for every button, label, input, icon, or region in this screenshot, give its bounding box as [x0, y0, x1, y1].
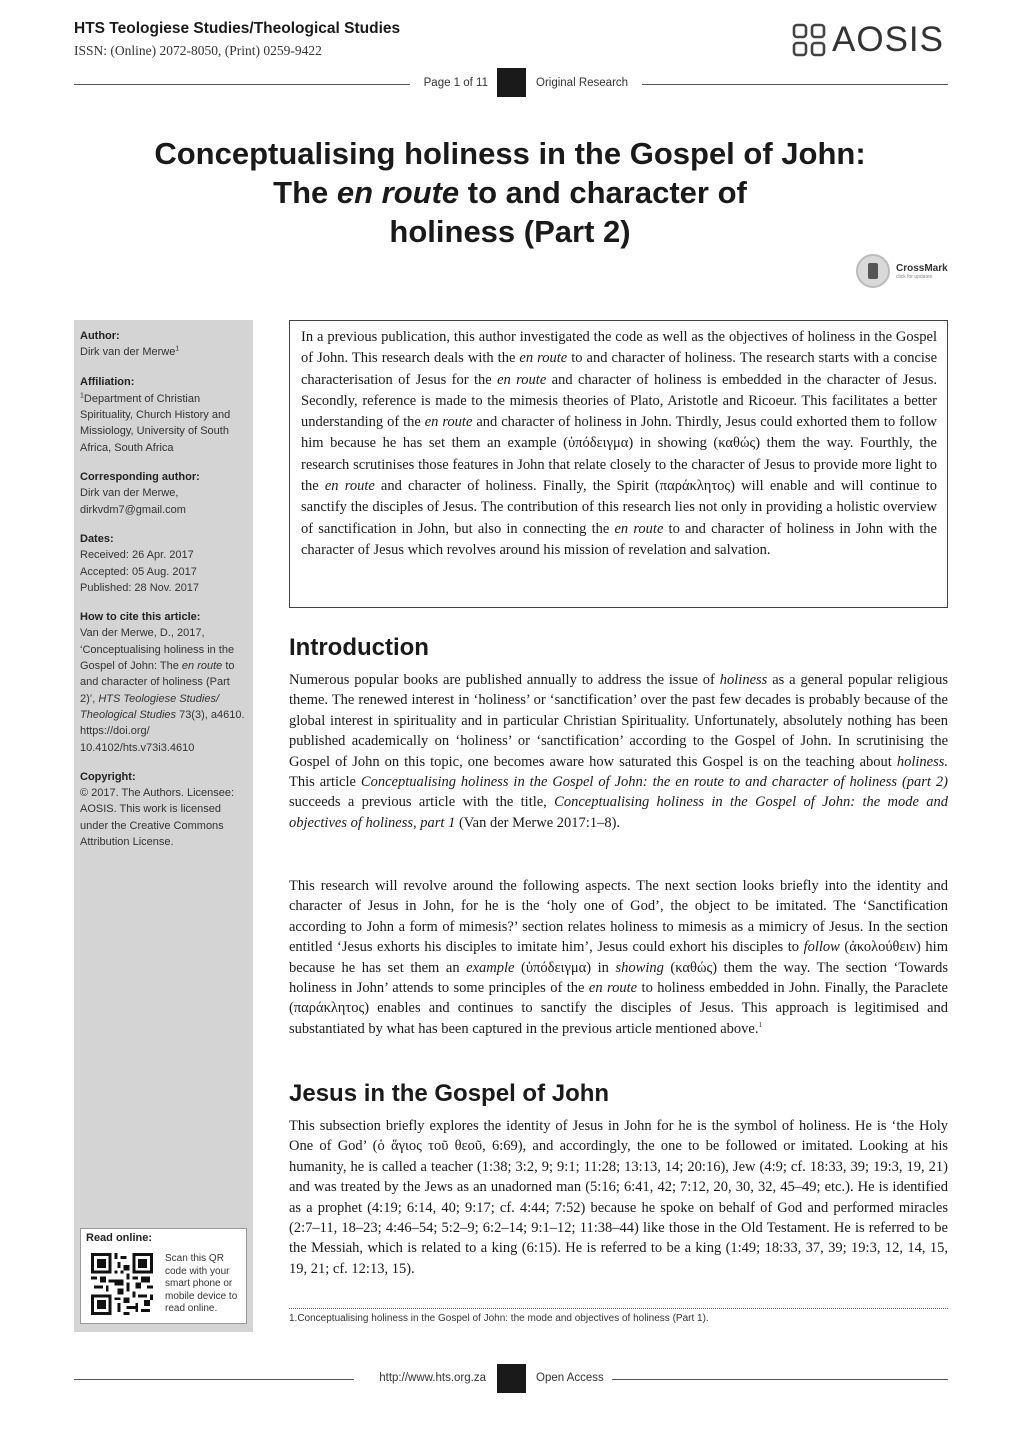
copyright-block: Copyright: © 2017. The Authors. Licensee: AOSIS. This work is licensed under the Creative Commons Attribution License.	[80, 769, 247, 850]
qr-code-icon[interactable]	[91, 1253, 153, 1315]
aosis-logo-icon	[792, 23, 826, 57]
footnote-divider	[289, 1308, 948, 1309]
affiliation-text: $^1$Department of Christian Spirituality, Church History and Missiology, University of South Africa, South Africa	[80, 392, 231, 454]
aosis-logo-text: AOSIS	[832, 20, 944, 59]
page-number: Page 1 of 11	[423, 77, 488, 89]
corresponding-block: Corresponding author: Dirk van der Merwe, dirkvdm7@gmail.com	[80, 469, 247, 518]
footnote-1: 1.Conceptualising holiness in the Gospel of John: the mode and objectives of holiness (Part 1).	[289, 1313, 709, 1324]
citation-text: Van der Merwe, D., 2017, ‘Conceptualising holiness in the Gospel of John: The en route to and character of holiness (Part 2)’, HTS Teologiese Studies/ Theological Studies 73(3), a4610. https://doi.org/ 10.4102/hts.v73i3.4610	[80, 627, 245, 754]
footer-rule-left	[74, 1379, 354, 1380]
article-type: Original Research	[536, 77, 629, 89]
author-name: Dirk van der Merwe$^1$	[80, 345, 180, 359]
date-accepted: Accepted: 05 Aug. 2017	[80, 565, 197, 578]
intro-heading: Introduction	[289, 634, 429, 661]
title-line-2: The en route to and character of	[273, 175, 747, 210]
footer-url-link[interactable]: http://www.hts.org.za	[379, 1372, 486, 1384]
article-title	[120, 134, 900, 251]
jesus-paragraph: This subsection briefly explores the identity of Jesus in John for he is the symbol of holiness. He is ‘the Holy One of God’ (ὁ ἅγιος τοῦ θεοῦ, 6:69), and accordingly, the one to be followed or imitated. Looking at his humanity, he is called a teacher (1:38; 3:2, 9; 9:1; 11:28; 13:13, 14; 20:16), Jew (4:9; cf. 18:33, 39; 19:3, 19, 21) and was treated by the Jews as an unadorned man (5:16; 6:41, 42; 7:12, 20, 30, 32, 45–49; etc.). He is identified as a prophet (4:19; 6:14, 40; 9:17; cf. 4:44; 7:52) because he spoke on behalf of God and performed miracles (2:7–11, 18–23; 4:46–54; 5:2–9; 6:2–14; 9:1–12; 11:38–44) like those in the Old Testament. He is referred to be the Messiah, which is related to a king (6:15). He is referred to be a king (1:49; 18:33, 37, 39; 19:3, 12, 14, 15, 19, 21; cf. 12:13, 15).	[289, 1118, 948, 1277]
corresponding-name: Dirk van der Merwe,	[80, 487, 179, 500]
header-square	[497, 68, 526, 97]
affiliation-block: Affiliation: $^1$Department of Christian Spirituality, Church History and Missiology, University of South Africa, South Africa	[80, 374, 247, 456]
footer-square	[497, 1364, 526, 1393]
copyright-text: © 2017. The Authors. Licensee: AOSIS. This work is licensed under the Creative Commons Attribution License.	[80, 787, 235, 849]
header-rule-left	[74, 84, 410, 85]
crossmark-sub: click for updates	[896, 273, 933, 280]
read-online-box	[80, 1228, 247, 1324]
aosis-logo[interactable]	[792, 22, 944, 58]
journal-issn: ISSN: (Online) 2072-8050, (Print) 0259-9422	[74, 43, 322, 58]
date-received: Received: 26 Apr. 2017	[80, 549, 194, 562]
corresponding-email[interactable]: dirkvdm7@gmail.com	[80, 503, 186, 516]
intro-paragraph-2: This research will revolve around the following aspects. The next section looks briefly into the identity and character of Jesus in John, for he is the ‘holy one of God’, the object to be imitated. The ‘Sanctification according to John a form of mimesis?’ section relates holiness to mimesis as a mimicry of Jesus. In the section entitled ‘Jesus exhorts his disciples to imitate him’, Jesus could exhort his disciples to follow (ἀκολούθειν) him because he has set them an example (ὑπόδειγμα) in showing (καθώς) them the way. The section ‘Towards holiness in John’ attends to some principles of the en route to holiness embedded in John. Finally, the Paraclete (παράκλητος) enables and continues to sanctify the disciples of Jesus. This approach is legitimised and substantiated by what has been captured in the previous article mentioned above.$^1$	[289, 878, 949, 1037]
crossmark-icon	[856, 254, 890, 288]
abstract: In a previous publication, this author investigated the code as well as the objectives of holiness in the Gospel of John. This research deals with the en route to and character of holiness. The research starts with a concise characterisation of Jesus for the en route and character of holiness is embedded in the character of Jesus. Secondly, reference is made to the mimesis theories of Plato, Aristotle and Ricoeur. This facilitates a better understanding of the en route and character of holiness in John. Thirdly, Jesus could exhorted them to follow him because he has set them an example (ὑπόδειγμα) in showing (καθώς) them the way. Fourthly, the research scrutinises those features in John that relate closely to the character of Jesus to provide more light to the en route and character of holiness. Finally, the Spirit (παράκλητος) will enable and will continue to sanctify the disciples of Jesus. The contribution of this research lies not only in providing a holistic overview of sanctification in John, but also in connecting the en route to and character of holiness in John with the character of Jesus which revolves around his mission of revelation and salvation.	[289, 320, 948, 608]
article-info-sidebar	[74, 320, 253, 1332]
author-block: Author: Dirk van der Merwe$^1$	[80, 328, 247, 361]
crossmark-button[interactable]	[856, 254, 948, 288]
footer-open-access: Open Access	[536, 1372, 604, 1384]
footer-rule-right	[612, 1379, 948, 1380]
title-line-1: Conceptualising holiness in the Gospel of John:	[154, 136, 866, 171]
citation-block: How to cite this article: Van der Merwe, D., 2017, ‘Conceptualising holiness in the Gospel of John: The en route to and character of holiness (Part 2)’, HTS Teologiese Studies/ Theological Studies 73(3), a4610. https://doi.org/ 10.4102/hts.v73i3.4610	[80, 609, 247, 756]
jesus-heading: Jesus in the Gospel of John	[289, 1080, 610, 1107]
read-online-text: Scan this QR code with your smart phone or mobile device to read online.	[165, 1253, 238, 1314]
read-online-label: Read online:	[86, 1232, 153, 1244]
dates-block: Dates: Received: 26 Apr. 2017 Accepted: 05 Aug. 2017 Published: 28 Nov. 2017	[80, 531, 247, 596]
header-rule-right	[642, 84, 948, 85]
crossmark-label: CrossMark	[896, 262, 948, 274]
date-published: Published: 28 Nov. 2017	[80, 581, 200, 594]
journal-name: HTS Teologiese Studies/Theological Studies	[74, 20, 401, 37]
title-line-3: holiness (Part 2)	[389, 214, 631, 249]
intro-paragraph-1: Numerous popular books are published annually to address the issue of holiness as a general popular religious theme. The renewed interest in ‘holiness’ or ‘sanctification’ over the past few decades is probably because of the global interest in spirituality and in particular Christian Spirituality. Unfortunately, absolutely nothing has been published academically on ‘holiness’ or ‘sanctification’ according to the Gospel of John. In scrutinising the Gospel of John on this topic, one becomes aware how saturated this Gospel is on the teaching about holiness. This article Conceptualising holiness in the Gospel of John: the en route to and character of holiness (part 2) succeeds a previous article with the title, Conceptualising holiness in the Gospel of John: the mode and objectives of holiness, part 1 (Van der Merwe 2017:1–8).	[289, 672, 948, 831]
